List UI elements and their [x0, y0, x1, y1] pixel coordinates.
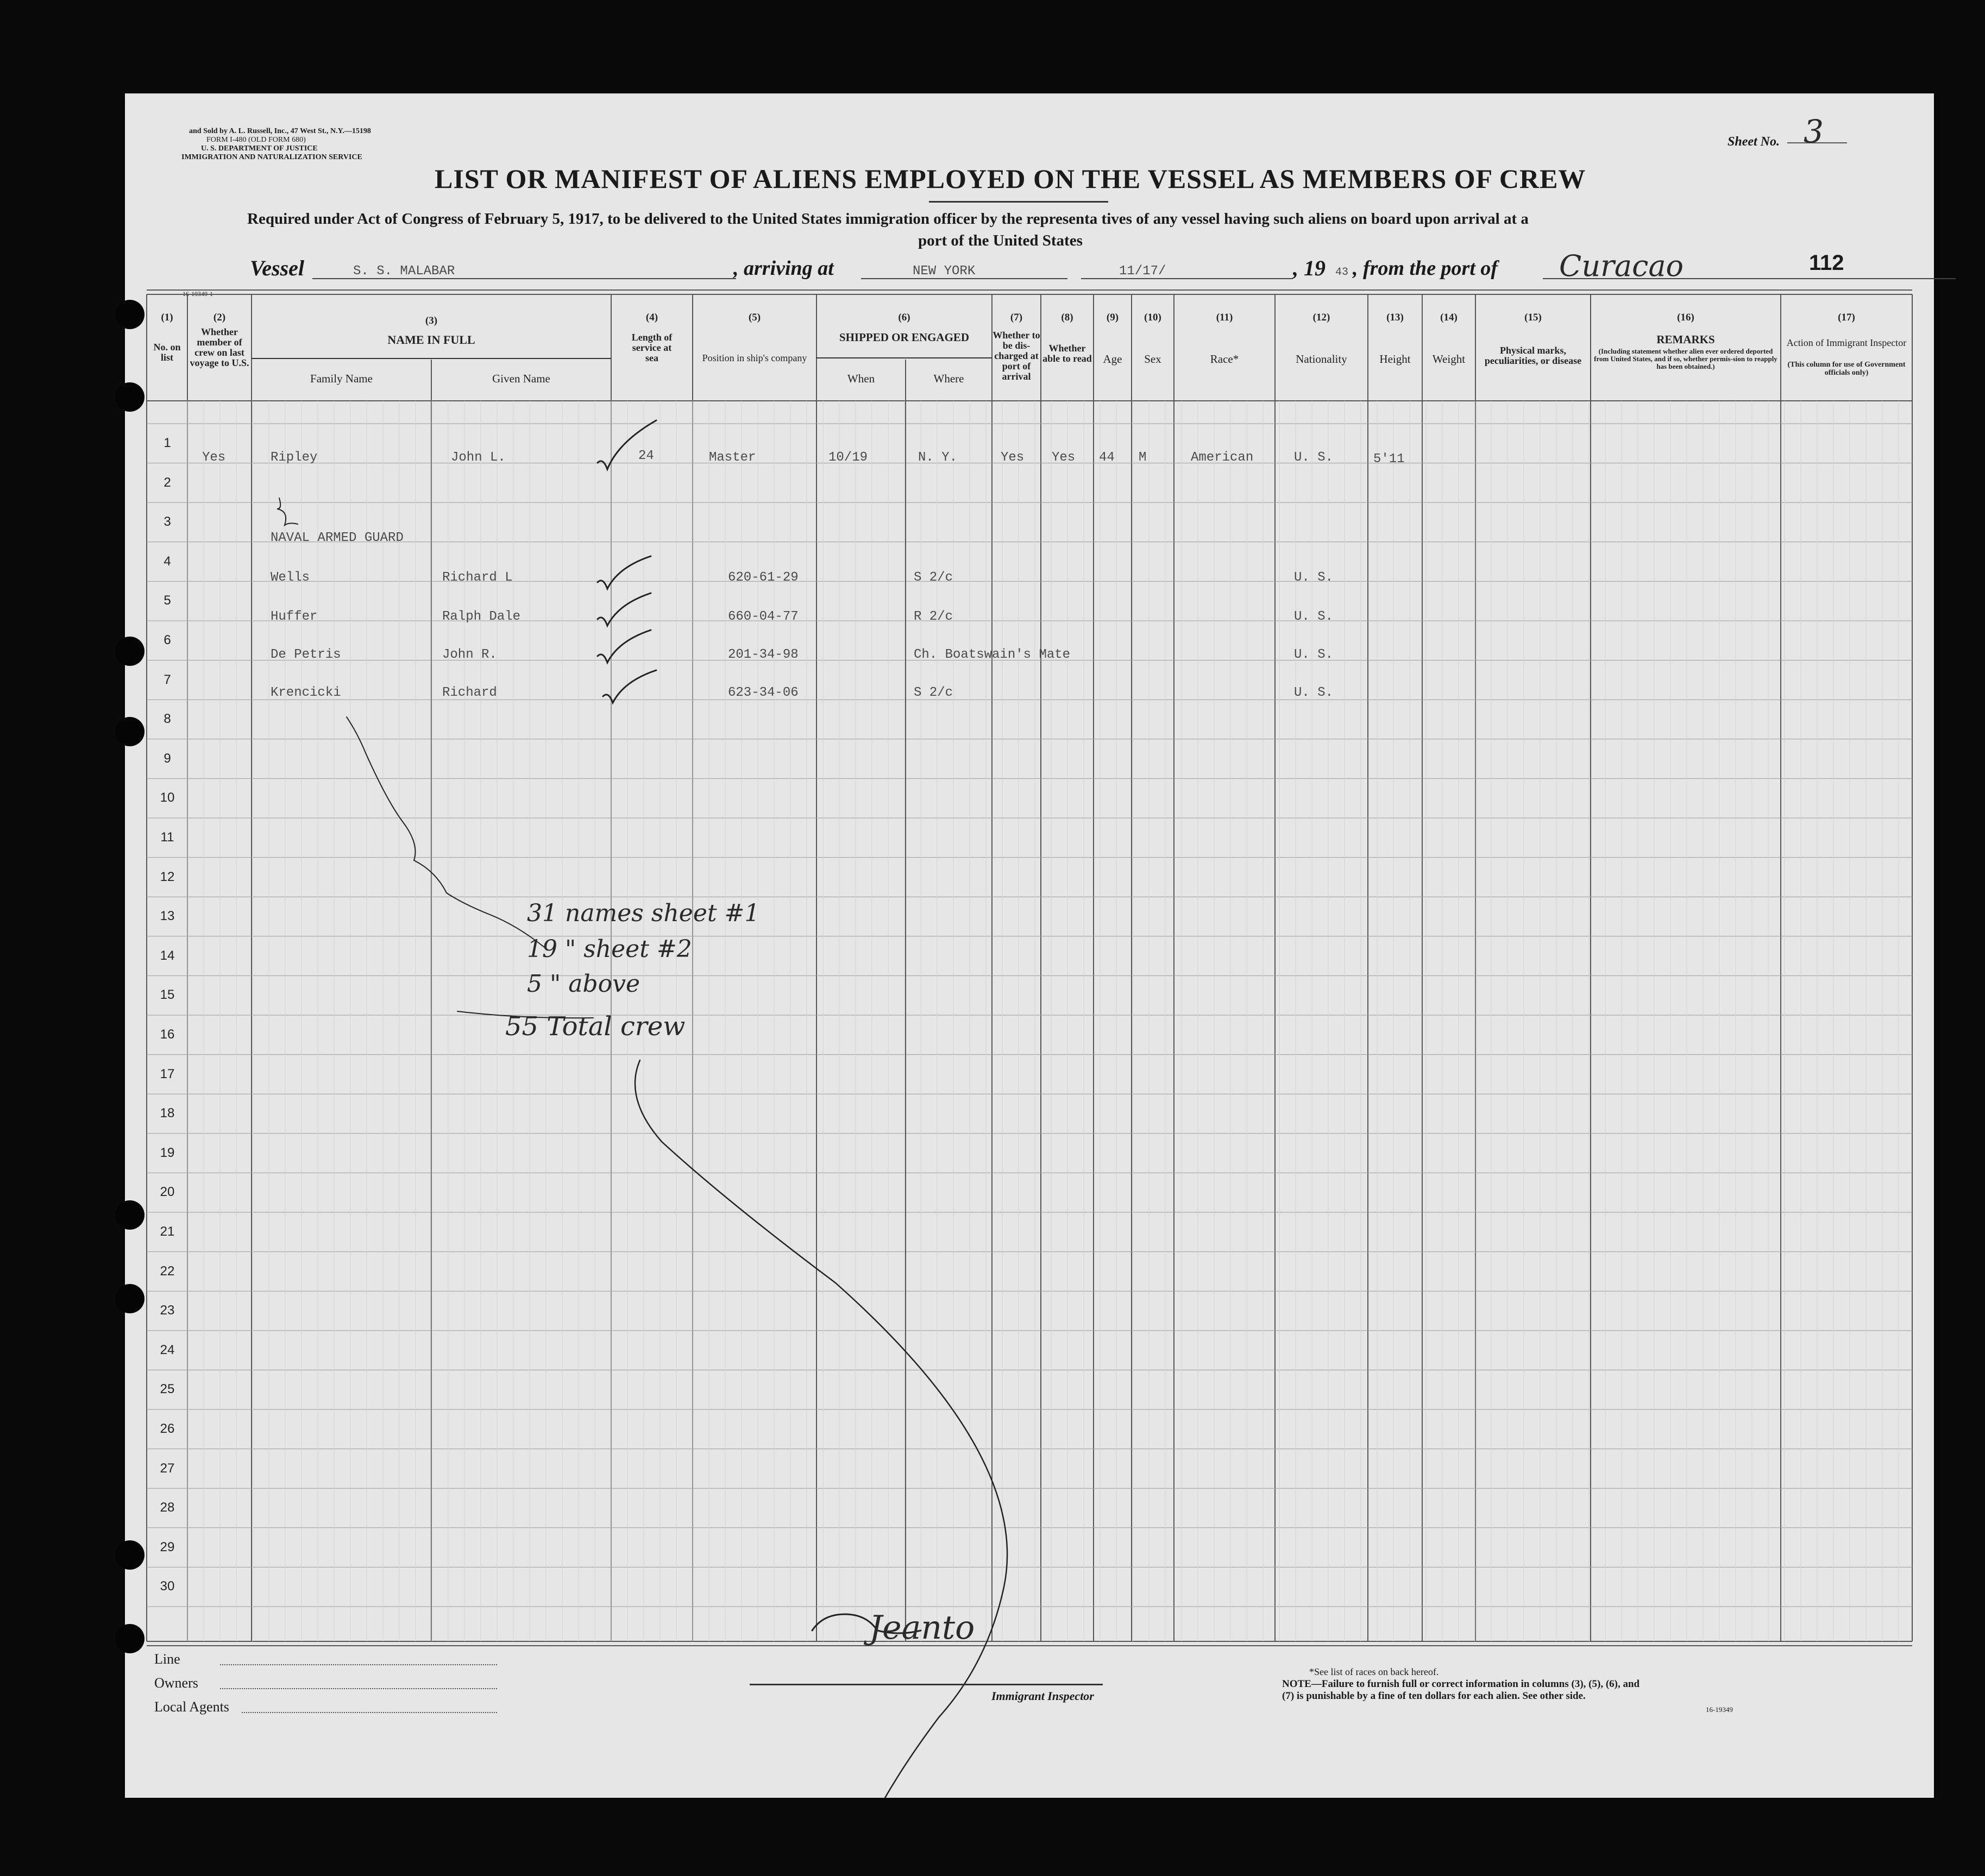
col-9-label: Age [1103, 352, 1122, 366]
binder-hole [115, 1284, 145, 1313]
year-value: 43 [1335, 266, 1349, 279]
col-3-family-header: Family Name [310, 372, 373, 385]
col-7-number: (7) [1010, 312, 1023, 323]
col-10-number: (10) [1144, 312, 1161, 323]
col-16-number: (16) [1677, 312, 1694, 323]
row-number: 20 [160, 1185, 175, 1200]
vessel-name: S. S. MALABAR [353, 264, 455, 279]
row-number: 18 [160, 1106, 175, 1121]
col-4-number: (4) [645, 312, 658, 323]
row-number: 11 [160, 830, 174, 845]
footer-code: 16-19349 [1706, 1705, 1733, 1714]
col-14-label: Weight [1432, 352, 1466, 366]
row-1-sex: M [1139, 450, 1147, 465]
row-number: 22 [160, 1263, 175, 1279]
row-number: 8 [164, 712, 171, 727]
vessel-label: Vessel [250, 256, 304, 280]
row-number: 24 [160, 1342, 175, 1357]
row-number: 25 [160, 1382, 175, 1397]
binder-hole [115, 1540, 145, 1570]
row-5-where: R 2/c [914, 609, 953, 624]
check-mark-7 [603, 670, 656, 703]
row-6-nationality: U. S. [1294, 647, 1334, 662]
row-number: 12 [160, 869, 175, 884]
binder-hole [115, 300, 145, 329]
row-1-where: N. Y. [918, 450, 958, 465]
binder-hole [115, 717, 145, 746]
handwritten-marks [125, 93, 1934, 1798]
binder-hole [115, 1200, 145, 1230]
col-17-number: (17) [1838, 312, 1855, 323]
row-number: 30 [160, 1579, 175, 1594]
col-8-number: (8) [1061, 312, 1073, 323]
check-mark-4 [598, 556, 651, 589]
row-1-position: Master [709, 450, 756, 465]
col-6-label: SHIPPED OR ENGAGED [839, 331, 970, 344]
row-4-nationality: U. S. [1294, 570, 1334, 585]
row-number: 27 [160, 1460, 175, 1476]
row-number: 3 [164, 514, 171, 530]
row-number: 1 [164, 436, 171, 450]
check-mark-5 [598, 593, 651, 626]
col-7-label: Whether to be dis-charged at port of arrival [992, 330, 1040, 382]
col-2-label: Whether member of crew on last voyage to U.S. [190, 326, 249, 368]
row-3-section-heading: NAVAL ARMED GUARD [271, 531, 404, 545]
col-17-note: (This column for use of Government officials only) [1787, 361, 1906, 377]
col-9-number: (9) [1106, 312, 1119, 323]
check-mark-6 [598, 630, 651, 663]
col-16-note: (Including statement whether alien ever ordered deported from United States, and if so, whether permis-sion to reapply has been obtained.) [1594, 347, 1777, 370]
row-number: 9 [164, 751, 171, 766]
from-port-label: , from the port of [1353, 257, 1498, 280]
row-number: 19 [160, 1145, 175, 1160]
sheet-label: Sheet No. [1728, 135, 1780, 149]
arrival-date: 11/17/ [1119, 264, 1166, 279]
row-7-nationality: U. S. [1294, 685, 1334, 700]
row-number: 13 [160, 909, 175, 924]
binder-hole [115, 1624, 145, 1653]
row-number: 15 [160, 987, 175, 1003]
row-number: 26 [160, 1421, 175, 1436]
col-3-label: NAME IN FULL [387, 333, 475, 347]
col-13-label: Height [1379, 352, 1411, 366]
col-6-when-header: When [847, 372, 875, 385]
row-6-family-name: De Petris [271, 647, 341, 662]
col-13-number: (13) [1386, 312, 1404, 323]
manifest-sheet [125, 93, 1934, 1798]
col-3-given-header: Given Name [492, 372, 550, 385]
row-number: 28 [160, 1500, 175, 1515]
col-11-number: (11) [1216, 312, 1233, 323]
row-7-family-name: Krencicki [271, 685, 341, 700]
row-number: 4 [164, 553, 171, 569]
form-code: 16-19349-1 [183, 290, 213, 298]
binder-hole [115, 382, 145, 412]
col-12-number: (12) [1312, 312, 1330, 323]
tally-total: 55 Total crew [505, 1011, 686, 1042]
row-number: 5 [164, 593, 171, 608]
col-5-number: (5) [748, 312, 761, 323]
row-1-age: 44 [1099, 450, 1115, 465]
footer-agents-field [242, 1712, 497, 1713]
row-1-height: 5'11 [1373, 452, 1405, 467]
col-17-label: Action of Immigrant Inspector [1786, 337, 1907, 348]
row-number: 10 [160, 790, 175, 805]
row-7-where: S 2/c [914, 685, 953, 700]
row-6-given-name: John R. [442, 647, 497, 662]
col-8-label: Whether able to read [1042, 343, 1092, 364]
binder-hole [115, 637, 145, 666]
tally-line-3: 5 " above [527, 970, 640, 998]
row-5-family-name: Huffer [271, 609, 318, 624]
subtitle-line-1: Required under Act of Congress of February 5, 1917, to be delivered to the United States immigration officer by the representa tives of any vessel having such aliens on board upon arrival at a [247, 210, 1529, 228]
printer-line-1: and Sold by A. L. Russell, Inc., 47 West St., N.Y.—15198 [189, 127, 371, 135]
row-number: 14 [160, 948, 175, 963]
ditto-scribble-2 [347, 717, 544, 947]
ditto-scribble-1 [277, 498, 298, 525]
col-14-number: (14) [1440, 312, 1458, 323]
col-16-label: REMARKS [1656, 333, 1715, 346]
row-number: 23 [160, 1303, 175, 1318]
sheet-number: 3 [1804, 113, 1824, 150]
row-1-discharged: Yes [1001, 450, 1025, 465]
check-mark-1 [598, 420, 656, 469]
footer-line-label: Line [154, 1651, 180, 1667]
printer-line-2: FORM I-480 (OLD FORM 680) [206, 136, 306, 144]
row-number: 29 [160, 1539, 175, 1554]
subtitle-line-2: port of the United States [918, 232, 1083, 249]
row-4-given-name: Richard L [442, 570, 513, 585]
arriving-port: NEW YORK [913, 264, 976, 279]
row-5-nationality: U. S. [1294, 609, 1334, 624]
departure-port: Curacao [1559, 249, 1684, 283]
row-number: 21 [160, 1224, 175, 1239]
row-7-given-name: Richard [442, 685, 497, 700]
footer-note-3: (7) is punishable by a fine of ten dollars for each alien. See other side. [1282, 1690, 1586, 1702]
row-number: 17 [160, 1066, 175, 1081]
footer-note-1: *See list of races on back hereof. [1309, 1666, 1439, 1677]
footer-line-field [220, 1664, 497, 1665]
col-10-label: Sex [1144, 352, 1161, 366]
footer-agents-label: Local Agents [154, 1699, 229, 1715]
row-number: 7 [164, 672, 171, 687]
row-1-length: 24 [638, 449, 654, 463]
tally-line-2: 19 " sheet #2 [527, 935, 692, 963]
row-1-when: 10/19 [828, 450, 868, 465]
col-6-where-header: Where [933, 372, 964, 385]
col-5-label: Position in ship's company [702, 352, 807, 363]
row-6-position: 201-34-98 [728, 647, 799, 662]
page-title: LIST OR MANIFEST OF ALIENS EMPLOYED ON THE VESSEL AS MEMBERS OF CREW [435, 163, 1586, 194]
col-2-number: (2) [213, 312, 226, 323]
tally-line-1: 31 names sheet #1 [527, 899, 760, 927]
col-11-label: Race* [1210, 352, 1239, 366]
row-1-nationality: U. S. [1294, 450, 1334, 465]
row-7-position: 623-34-06 [728, 685, 799, 700]
col-1-label: No. on list [153, 342, 181, 363]
col-15-number: (15) [1524, 312, 1542, 323]
row-5-given-name: Ralph Dale [442, 609, 521, 624]
printer-line-4: IMMIGRATION AND NATURALIZATION SERVICE [181, 153, 362, 161]
row-number: 16 [160, 1027, 175, 1042]
row-1-race: American [1191, 450, 1254, 465]
col-1-number: (1) [161, 312, 173, 323]
printer-line-3: U. S. DEPARTMENT OF JUSTICE [201, 144, 318, 153]
row-5-position: 660-04-77 [728, 609, 799, 624]
row-1-read: Yes [1052, 450, 1076, 465]
year-prefix: , 19 [1293, 256, 1326, 280]
row-1-given-name: John L. [451, 450, 506, 465]
arriving-label: , arriving at [733, 257, 834, 280]
row-4-where: S 2/c [914, 570, 953, 585]
row-number: 2 [164, 475, 171, 490]
col-6-number: (6) [898, 312, 910, 323]
row-1-member: Yes [202, 450, 226, 465]
inspector-flourish [635, 1060, 1007, 1798]
signature-line [750, 1684, 1103, 1685]
footer-note-2: NOTE—Failure to furnish full or correct information in columns (3), (5), (6), and [1282, 1678, 1640, 1690]
row-1-family-name: Ripley [271, 450, 318, 465]
row-6-where: Ch. Boatswain's Mate [914, 647, 1071, 662]
page-stamp: 112 [1809, 251, 1844, 275]
inspector-label: Immigrant Inspector [991, 1689, 1094, 1703]
col-15-label: Physical marks, peculiarities, or disease [1484, 345, 1582, 366]
footer-owners-field [220, 1688, 497, 1689]
col-12-label: Nationality [1296, 352, 1347, 366]
col-4-label: Length of service at sea [631, 332, 673, 363]
row-4-family-name: Wells [271, 570, 310, 585]
col-3-number: (3) [425, 315, 438, 326]
row-4-position: 620-61-29 [728, 570, 799, 585]
footer-owners-label: Owners [154, 1675, 198, 1691]
inspector-signature: Jeanto [869, 1609, 975, 1647]
row-number: 6 [164, 633, 171, 647]
